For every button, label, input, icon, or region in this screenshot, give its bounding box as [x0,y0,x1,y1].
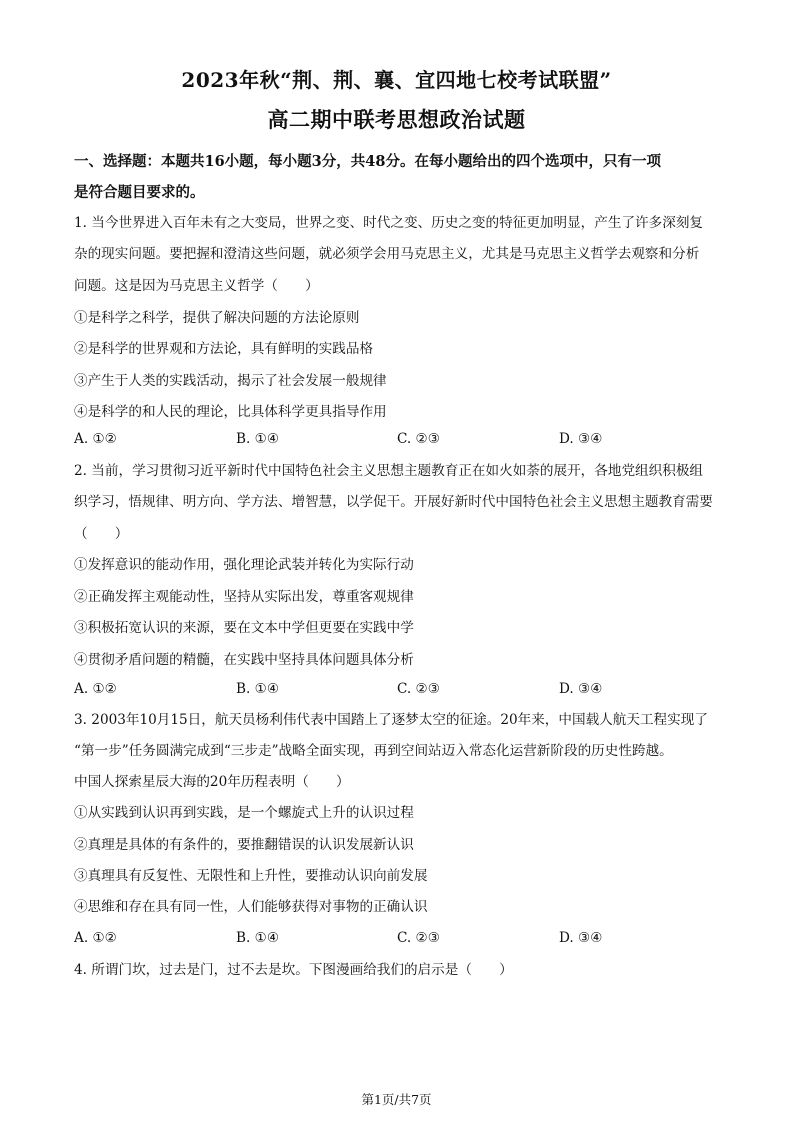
q1-stem-line3: 问题。这是因为马克思主义哲学（ ） [74,278,319,294]
q2-option-c[interactable]: C. ②③ [397,681,440,697]
q3-option-d[interactable]: D. ③④ [559,930,603,946]
q2-item-4: ④贯彻矛盾问题的精髓，在实践中坚持具体问题具体分析 [74,652,414,668]
q3-stem-line3: 中国人探索星辰大海的20年历程表明（ ） [74,774,350,790]
q1-item-2: ②是科学的世界观和方法论，具有鲜明的实践品格 [74,341,374,357]
q3-option-a[interactable]: A. ①② [74,930,117,946]
q1-option-a[interactable]: A. ①② [74,431,117,447]
q2-option-a[interactable]: A. ①② [74,681,117,697]
q3-item-1: ①从实践到认识再到实践，是一个螺旋式上升的认识过程 [74,805,414,821]
q1-stem-line1: 1. 当今世界进入百年未有之大变局，世界之变、时代之变、历史之变的特征更加明显，产生了许多深刻复 [74,215,704,231]
q1-item-4: ④是科学的和人民的理论，比具体科学更具指导作用 [74,404,387,420]
q2-stem-line3: （ ） [74,526,129,542]
section-heading-line2: 是符合题目要求的。 [74,184,205,201]
q1-option-c[interactable]: C. ②③ [397,431,440,447]
q2-options [74,679,734,699]
q2-stem-line1: 2. 当前，学习贯彻习近平新时代中国特色社会主义思想主题教育正在如火如荼的展开，各地党组织积极组 [74,463,704,479]
q3-item-2: ②真理是具体的有条件的，要推翻错误的认识发展新认识 [74,837,414,853]
q1-item-1: ①是科学之科学，提供了解决问题的方法论原则 [74,310,360,326]
q1-option-d[interactable]: D. ③④ [559,431,603,447]
q3-option-c[interactable]: C. ②③ [397,930,440,946]
q1-options [74,429,734,449]
q3-item-3: ③真理具有反复性、无限性和上升性，要推动认识向前发展 [74,868,428,884]
q2-item-1: ①发挥意识的能动作用，强化理论武装并转化为实际行动 [74,557,414,573]
q4-stem-line1: 4. 所谓门坎，过去是门，过不去是坎。下图漫画给我们的启示是（ ） [74,962,513,978]
page-footer: 第1页/共7页 [361,1092,432,1107]
q3-option-b[interactable]: B. ①④ [236,930,280,946]
q2-stem-line2: 织学习，悟规律、明方向、学方法、增智慧，以学促干。开展好新时代中国特色社会主义思想主题教育需要 [74,494,713,510]
exam-title-line1: 2023年秋“荆、荆、襄、宜四地七校考试联盟” [181,68,612,92]
q1-stem-line2: 杂的现实问题。要把握和澄清这些问题，就必须学会用马克思主义，尤其是马克思主义哲学去观察和分析 [74,246,700,262]
q1-item-3: ③产生于人类的实践活动，揭示了社会发展一般规律 [74,373,387,389]
q2-option-d[interactable]: D. ③④ [559,681,603,697]
q1-option-b[interactable]: B. ①④ [236,431,280,447]
exam-title-line2: 高二期中联考思想政治试题 [267,107,526,132]
section-heading-line1: 一、选择题：本题共16小题，每小题3分，共48分。在每小题给出的四个选项中，只有一项 [74,153,661,170]
q2-item-2: ②正确发挥主观能动性，坚持从实际出发，尊重客观规律 [74,589,414,605]
section-heading [74,146,734,208]
q2-item-3: ③积极拓宽认识的来源，要在文本中学但更要在实践中学 [74,620,414,636]
q3-options [74,928,734,948]
q3-stem-line2: “第一步”任务圆满完成到“三步走”战略全面实现，再到空间站迈入常态化运营新阶段的历史性跨越。 [74,743,673,759]
q2-option-b[interactable]: B. ①④ [236,681,280,697]
q3-item-4: ④思维和存在具有同一性，人们能够获得对事物的正确认识 [74,899,428,915]
q3-stem-line1: 3. 2003年10月15日，航天员杨利伟代表中国踏上了逐梦太空的征途。20年来，中国载人航天工程实现了 [74,712,708,728]
